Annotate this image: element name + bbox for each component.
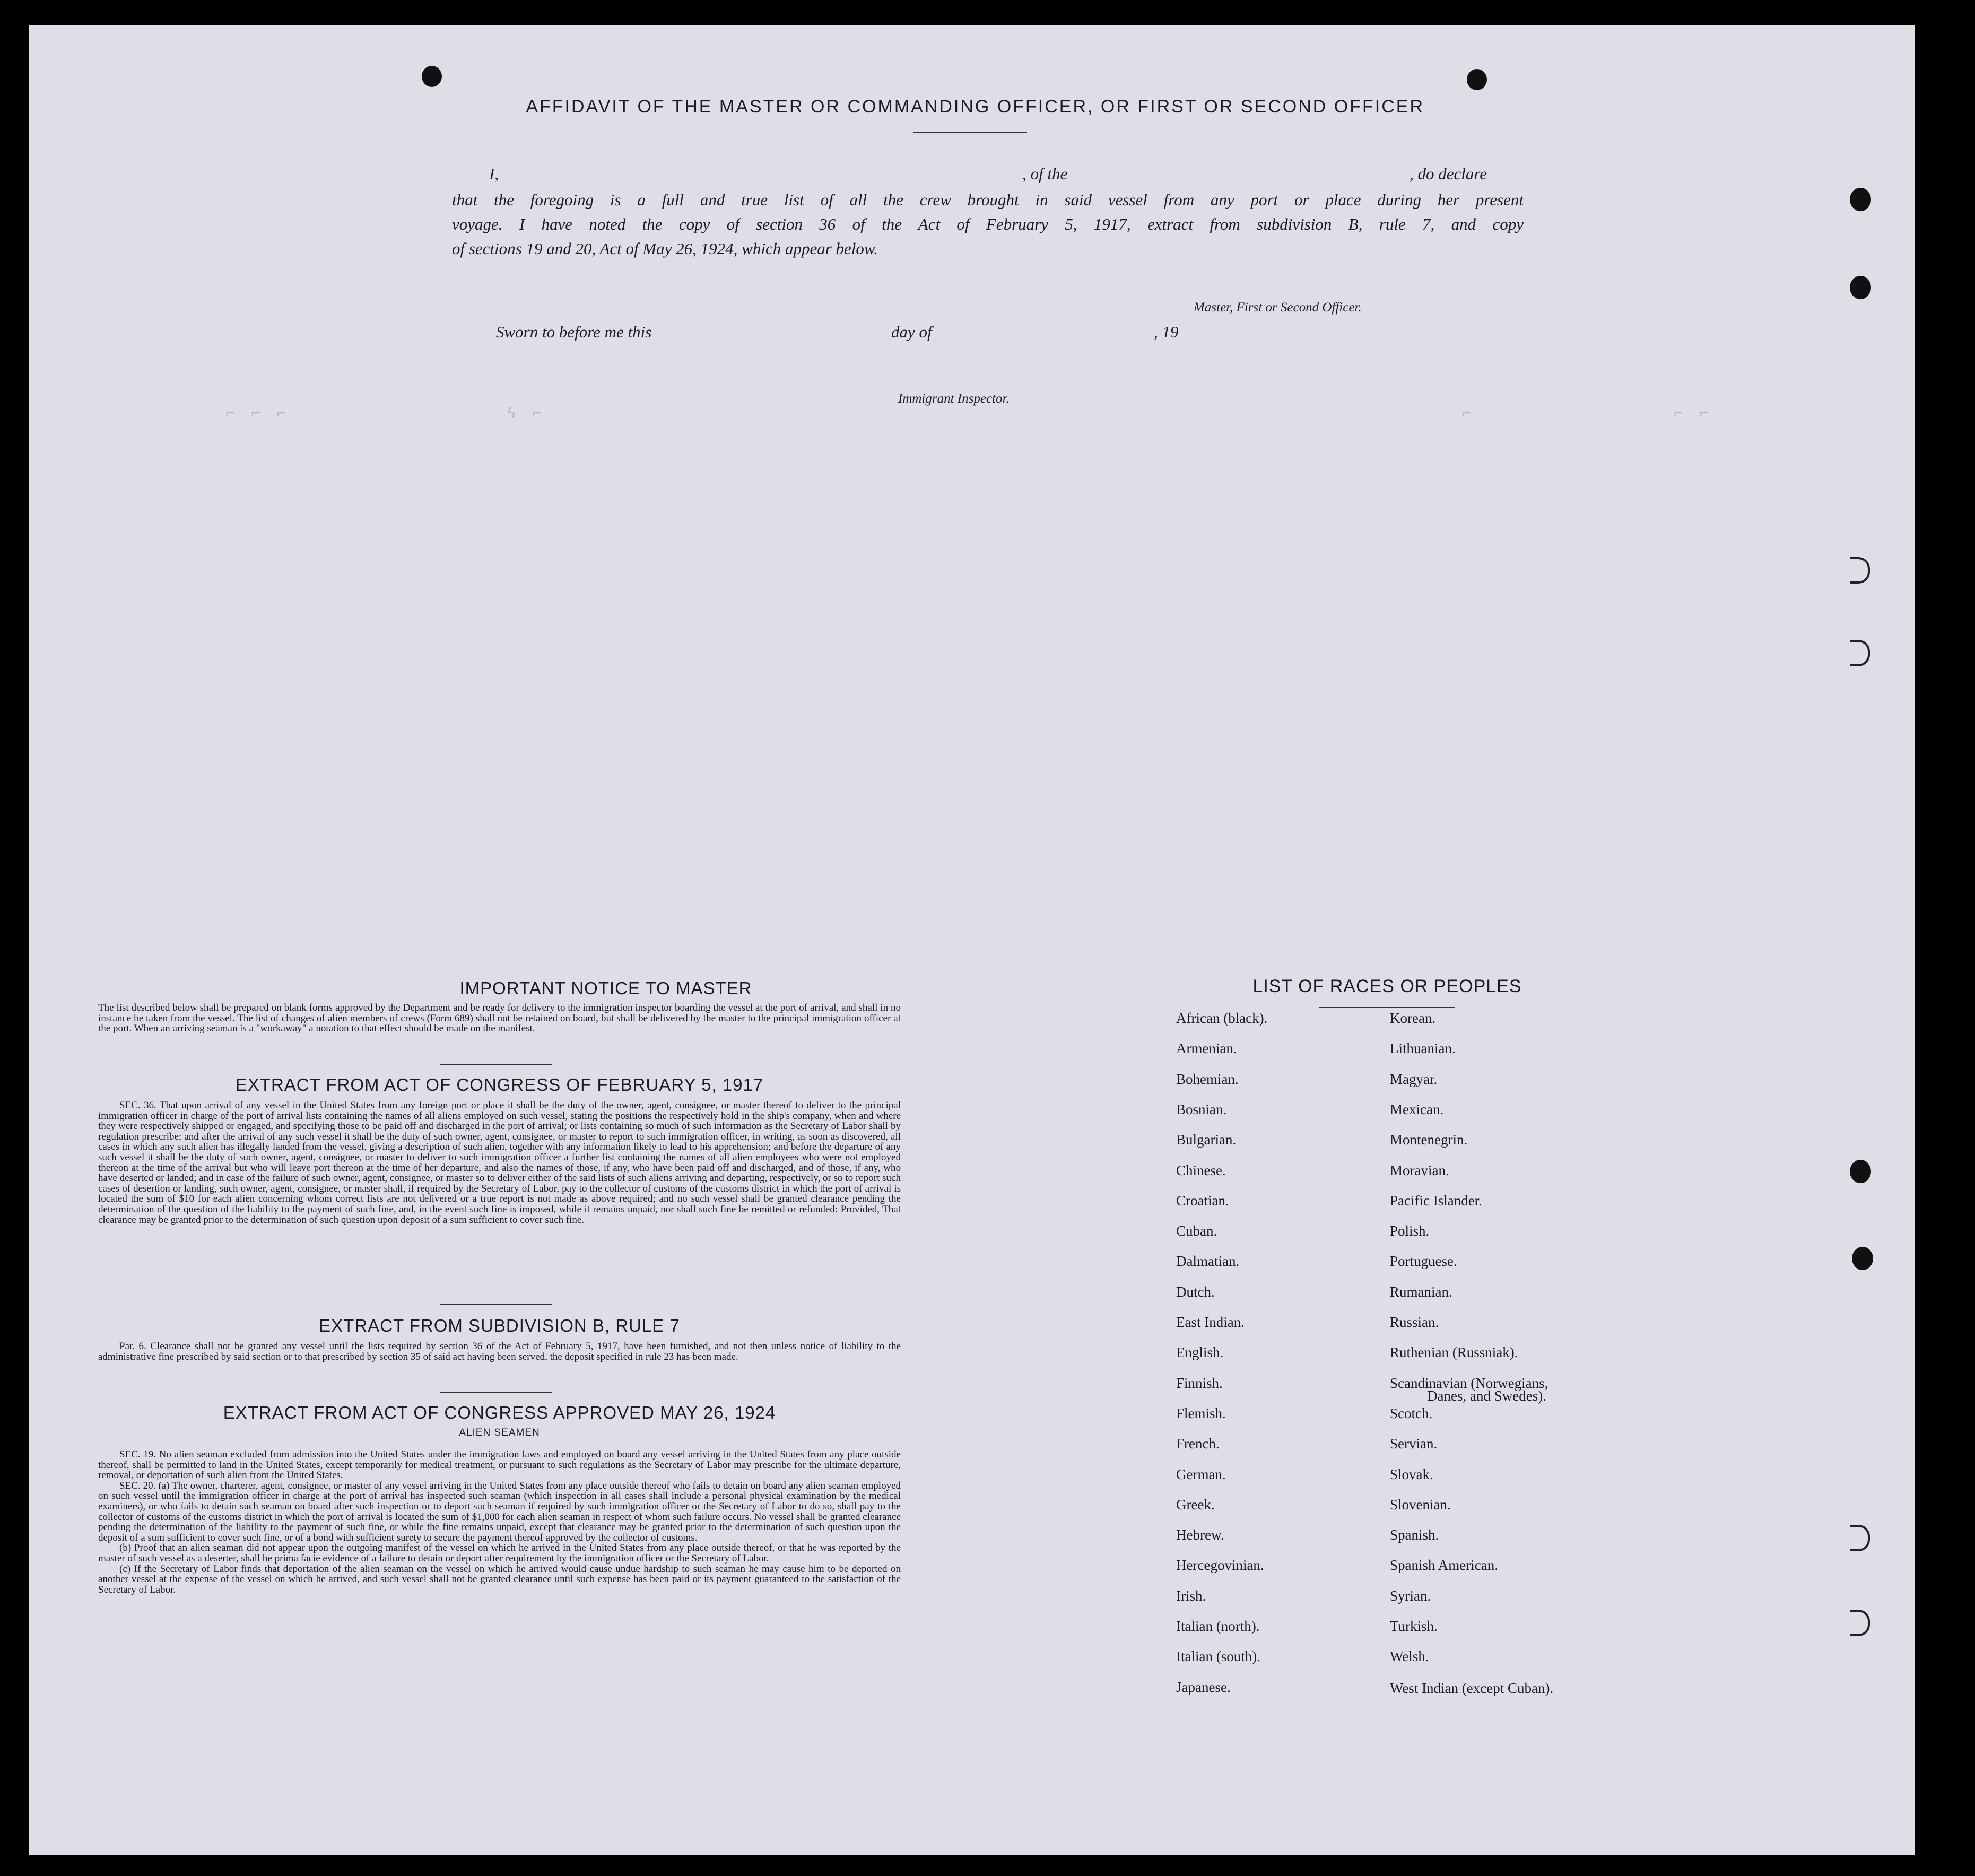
race-item: Welsh. <box>1390 1648 1429 1664</box>
race-item: East Indian. <box>1176 1314 1245 1330</box>
punch-hole <box>1850 188 1871 211</box>
race-item: Servian. <box>1390 1436 1438 1452</box>
affidavit-line: that the foregoing is a full and true list of all the crew brought in said vessel from any port or place during her present <box>452 190 1524 209</box>
affidavit-title: AFFIDAVIT OF THE MASTER OR COMMANDING OFFICER, OR FIRST OR SECOND OFFICER <box>526 97 1424 117</box>
punch-hole <box>1850 1160 1871 1183</box>
race-item: Scotch. <box>1390 1405 1433 1421</box>
bleed-through-text: ϟ ⌐ <box>507 405 545 423</box>
sworn-label: Sworn to before me this <box>496 323 652 341</box>
race-item: Dalmatian. <box>1176 1253 1240 1269</box>
notice-title: IMPORTANT NOTICE TO MASTER <box>459 978 752 998</box>
race-item: Russian. <box>1390 1314 1439 1330</box>
affidavit-text <box>452 188 1524 261</box>
extract-1917-title: EXTRACT FROM ACT OF CONGRESS OF FEBRUARY 5, 1917 <box>235 1075 764 1095</box>
race-item: Danes, and Swedes). <box>1427 1388 1546 1404</box>
race-item: Mexican. <box>1390 1101 1444 1117</box>
inspector-signature-label: Immigrant Inspector. <box>898 392 1010 406</box>
bleed-through-text: ⌐ ⌐ ⌐ <box>225 405 290 423</box>
ring-hole <box>1850 640 1870 666</box>
sworn-line <box>496 323 1239 344</box>
extract-1917-body: SEC. 36. That upon arrival of any vessel in the United States from any foreign port or place it shall be the duty of the owner, agent, consignee, or master thereof to deliver to the principal immigration officer in charge of the port of arrival lists containing the names of all aliens employed on such vessel, stating the positions the respectively hold in the ship's company, when and where they were respectively shipped or engaged, and specifying those to be paid off and discharged in the port of arrival; or lists containing so much of such information as the Secretary of Labor shall by regulation prescribe; and after the arrival of any such vessel it shall be the duty of such owner, agent, consignee, or master to report to such immigration officer, in writing, as soon as discovered, all cases in which any such alien has illegally landed from the vessel, giving a description of such alien, together with any information likely to lead to his apprehension; and before the departure of any such vessel it shall be the duty of such owner, agent, consignee, or master to deliver to such immigration officer a further list containing the names of all alien employees who were not employed thereon at the time of the arrival but who will leave port thereon at the time of her departure, and also the names of those, if any, who have been paid off and discharged, and of those, if any, who have deserted or landed; and in case of the failure of such owner, agent, consignee, or master so to deliver either of the said lists of such aliens arriving and departing, respectively, or so to report such cases of desertion or landing, such owner, agent, consignee, or master shall, if required by the Secretary of Labor, pay to the collector of customs of the customs district in which the port of arrival is located the sum of $10 for each alien concerning whom correct lists are not delivered or a true report is not made as above required; and no such vessel shall be granted clearance pending the determination of the question of the liability to the payment of such fine, and, in the event such fine is imposed, while it remains unpaid, nor shall such fine be remitted or refunded: Provided, That clearance may be granted prior to the determination of such question upon deposit of a sum sufficient to cover such fine. <box>98 1100 901 1226</box>
race-item: Italian (south). <box>1176 1648 1260 1664</box>
race-item: Japanese. <box>1176 1679 1231 1695</box>
master-signature-label: Master, First or Second Officer. <box>1194 300 1362 315</box>
race-item: Montenegrin. <box>1390 1132 1468 1148</box>
races-left-column <box>1176 1010 1388 1742</box>
ring-hole <box>1850 1525 1870 1551</box>
race-item: West Indian (except Cuban). <box>1390 1680 1554 1696</box>
race-item: Hebrew. <box>1176 1527 1224 1543</box>
ring-hole <box>1850 557 1870 584</box>
sec19-text: SEC. 19. No alien seaman excluded from admission into the United States under the immigration laws and employed on board any vessel arriving in the United States from any place outside thereof, shall be permitted to land in the United States, except temporarily for medical treatment, or pursuant to such regulations as the Secretary of Labor may prescribe for the ultimate departure, removal, or deportation of such alien from the United States. <box>98 1449 901 1481</box>
affidavit-of-the: , of the <box>1022 164 1068 183</box>
document-page <box>29 25 1915 1855</box>
affidavit-line: voyage. I have noted the copy of section 36 of the Act of February 5, 1917, extract from subdivision B, rule 7, and copy <box>452 215 1524 233</box>
race-item: Bohemian. <box>1176 1071 1239 1087</box>
sec20a-text: SEC. 20. (a) The owner, charterer, agent, consignee, or master of any vessel arriving in the United States from any place outside thereof who fails to detain on board any alien seaman employed on such vessel until the immigration officer in charge at the port of arrival has inspected such seaman (which inspection in all cases shall include a personal physical examination by the medical examiners), or who fails to detain such seaman on board after such inspection or to deport such seaman if required by such immigration officer or the Secretary of Labor to do so, shall pay to the collector of customs of the customs district in which the port of arrival is located the sum of $1,000 for each alien seaman in respect of whom such failure occurs. No vessel shall be granted clearance pending the determination of the liability to the payment of such fine, or while the fine remains unpaid, except that clearance may be granted prior to the determination of such question upon the deposit of a sum sufficient to cover such fine, or of a bond with sufficient surety to secure the payment thereof approved by the collector of customs. <box>98 1480 901 1543</box>
divider <box>1319 1007 1455 1008</box>
notice-body: The list described below shall be prepared on blank forms approved by the Department and be ready for delivery to the immigration inspector boarding the vessel at the port of arrival, and shall in no instance be taken from the vessel. The list of changes of alien members of crews (Form 689) shall not be retained on board, but shall be delivered by the master to the principal immigration officer at the port. When an arriving seaman is a "workaway" a notation to that effect should be made on the manifest. <box>98 1002 901 1035</box>
race-item: Spanish American. <box>1390 1557 1498 1573</box>
punch-hole <box>1852 1247 1873 1270</box>
race-item: Cuban. <box>1176 1223 1217 1239</box>
race-item: Magyar. <box>1390 1071 1438 1087</box>
punch-hole <box>422 66 442 87</box>
affidavit-do-declare: , do declare <box>1410 164 1487 183</box>
affidavit-declare-line <box>452 164 1524 186</box>
race-item: Chinese. <box>1176 1162 1226 1178</box>
races-right-column <box>1390 1010 1655 1742</box>
affidavit-i: I, <box>489 164 499 183</box>
rule7-title: EXTRACT FROM SUBDIVISION B, RULE 7 <box>319 1316 680 1335</box>
race-item: English. <box>1176 1344 1224 1360</box>
race-item: Lithuanian. <box>1390 1040 1456 1056</box>
divider <box>440 1392 552 1393</box>
race-item: Irish. <box>1176 1588 1206 1604</box>
race-item: Bosnian. <box>1176 1101 1227 1117</box>
race-item: Turkish. <box>1390 1618 1438 1634</box>
extract-1924-body <box>98 1449 901 1595</box>
race-item: Polish. <box>1390 1223 1430 1239</box>
race-item: Portuguese. <box>1390 1253 1457 1269</box>
race-item: French. <box>1176 1436 1220 1452</box>
sec20c-text: (c) If the Secretary of Labor finds that deportation of the alien seaman on the vessel on which he arrived would cause undue hardship to such seaman he may cause him to be deported on another vessel at the expense of the vessel on which he arrived, and such vessel shall not be granted clearance until such expense has been paid or its payment guaranteed to the satisfaction of the Secretary of Labor. <box>98 1563 901 1595</box>
extract-1924-title: EXTRACT FROM ACT OF CONGRESS APPROVED MAY 26, 1924 <box>223 1403 776 1422</box>
race-item: Flemish. <box>1176 1405 1226 1421</box>
race-item: Moravian. <box>1390 1162 1449 1178</box>
race-item: Slovak. <box>1390 1466 1433 1482</box>
day-of-label: day of <box>891 323 932 341</box>
race-item: Scandinavian (Norwegians, <box>1390 1375 1548 1391</box>
divider <box>913 132 1027 133</box>
ring-hole <box>1850 1610 1870 1636</box>
race-item: German. <box>1176 1466 1226 1482</box>
extract-1924-subtitle: ALIEN SEAMEN <box>459 1427 540 1438</box>
race-item: Slovenian. <box>1390 1497 1451 1513</box>
race-item: Bulgarian. <box>1176 1132 1237 1148</box>
races-title: LIST OF RACES OR PEOPLES <box>1252 976 1522 996</box>
race-item: Korean. <box>1390 1010 1436 1026</box>
punch-hole <box>1467 69 1487 90</box>
divider <box>440 1064 552 1065</box>
race-item: African (black). <box>1176 1010 1268 1026</box>
race-item: Syrian. <box>1390 1588 1431 1604</box>
race-item: Armenian. <box>1176 1040 1237 1056</box>
race-item: Greek. <box>1176 1497 1215 1513</box>
divider <box>440 1304 552 1305</box>
race-item: Hercegovinian. <box>1176 1557 1264 1573</box>
year-label: , 19 <box>1154 323 1179 341</box>
bleed-through-text: ⌐ <box>1461 405 1475 423</box>
race-item: Rumanian. <box>1390 1284 1452 1300</box>
sec20b-text: (b) Proof that an alien seaman did not appear upon the outgoing manifest of the vessel on which he arrived in the United States from any place outside thereof, or that he was reported by the master of such vessel as a deserter, shall be prima facie evidence of a failure to detain or deport after requirement by the immigration officer or the Secretary of Labor. <box>98 1542 901 1564</box>
race-item: Ruthenian (Russniak). <box>1390 1344 1518 1360</box>
bleed-through-text: ⌐ ⌐ <box>1674 405 1712 423</box>
race-item: Croatian. <box>1176 1193 1229 1209</box>
race-item: Italian (north). <box>1176 1618 1260 1634</box>
race-item: Finnish. <box>1176 1375 1223 1391</box>
affidavit-line: of sections 19 and 20, Act of May 26, 1924, which appear below. <box>452 239 878 258</box>
punch-hole <box>1850 276 1871 299</box>
race-item: Dutch. <box>1176 1284 1215 1300</box>
rule7-body: Par. 6. Clearance shall not be granted any vessel until the lists required by section 36 of the Act of February 5, 1917, have been furnished, and not then unless notice of liability to the administrative fine prescribed by said section or to that prescribed by section 35 of said act having been served, the deposit specified in rule 23 has been made. <box>98 1341 901 1362</box>
race-item: Spanish. <box>1390 1527 1439 1543</box>
race-item: Pacific Islander. <box>1390 1193 1482 1209</box>
